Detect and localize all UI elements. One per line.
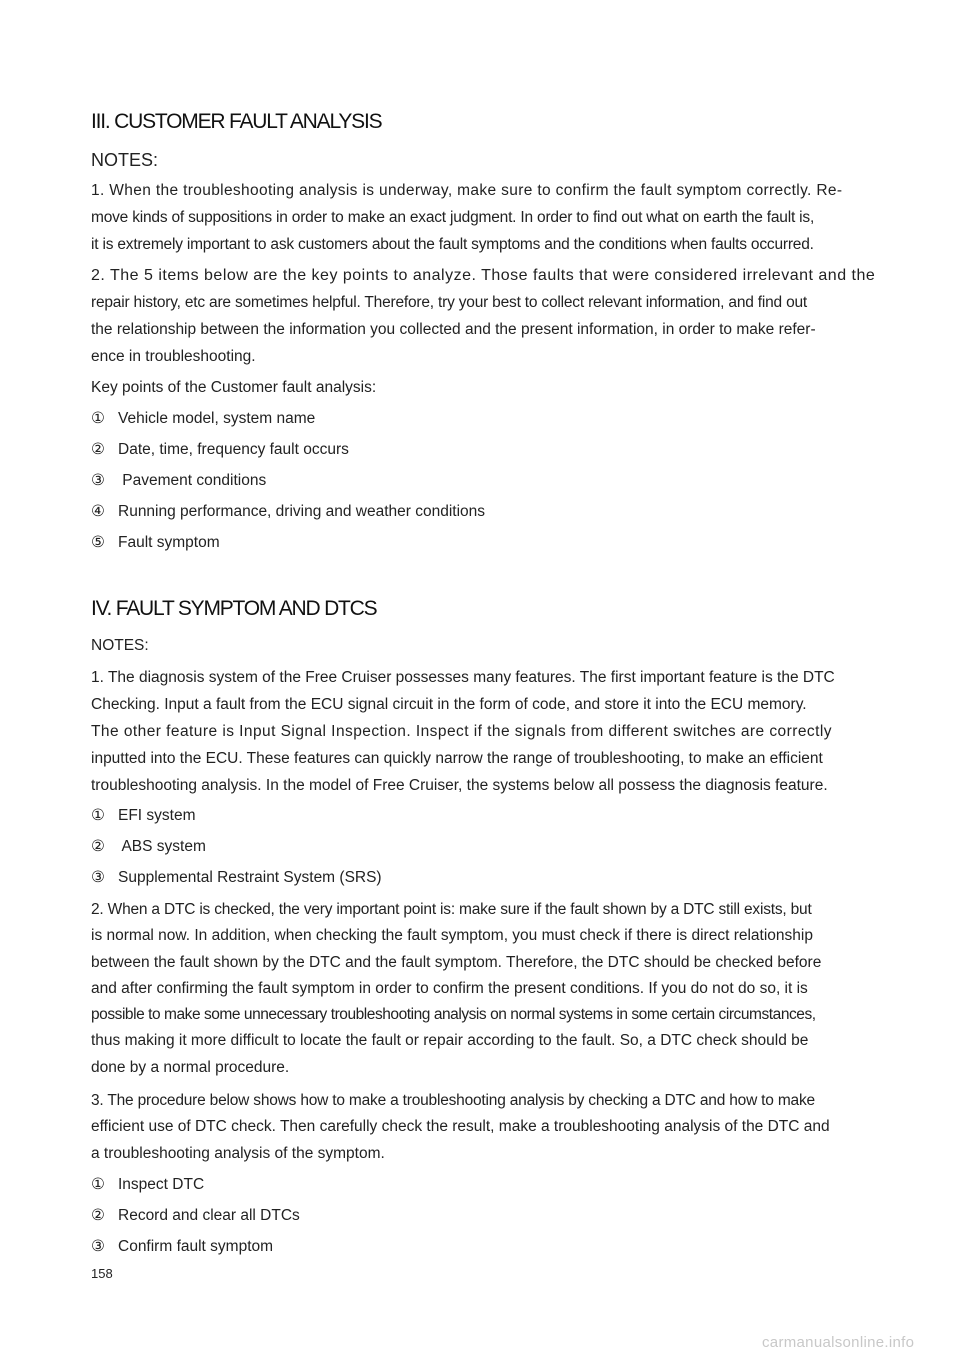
list-item [91, 441, 349, 459]
item-number: ② [91, 1207, 105, 1224]
list-item [91, 1176, 204, 1194]
item-text: Fault symptom [118, 534, 220, 551]
item-text: ABS system [118, 838, 206, 855]
list-item [91, 1238, 273, 1256]
item-text: Supplemental Restraint System (SRS) [118, 869, 382, 886]
item-text: Vehicle model, system name [118, 410, 316, 427]
list-item [91, 1207, 300, 1225]
section-heading-fault-symptom-dtcs: IV. FAULT SYMPTOM AND DTCS [91, 597, 377, 620]
paragraph-line: troubleshooting analysis. In the model of Free Cruiser, the systems below all possess the diagnosis feature. [91, 777, 828, 794]
list-item [91, 869, 382, 887]
item-number: ① [91, 807, 105, 824]
paragraph-line: 1. When the troubleshooting analysis is underway, make sure to confirm the fault symptom correctly. Re- [91, 182, 843, 199]
list-item [91, 410, 315, 428]
paragraph-line: 2. The 5 items below are the key points to analyze. Those faults that were considered irrelevant and the [91, 267, 876, 284]
item-text: Confirm fault symptom [118, 1238, 274, 1255]
notes-label: NOTES: [91, 637, 149, 654]
paragraph-line: is normal now. In addition, when checking the fault symptom, you must check if there is direct relationship [91, 927, 813, 944]
paragraph-line: 1. The diagnosis system of the Free Cruiser possesses many features. The first important feature is the DTC [91, 669, 835, 686]
paragraph-line: between the fault shown by the DTC and the fault symptom. Therefore, the DTC should be checked before [91, 954, 822, 971]
item-number: ④ [91, 503, 105, 520]
paragraph-line: 2. When a DTC is checked, the very important point is: make sure if the fault shown by a DTC still exists, but [91, 901, 812, 918]
paragraph-line: it is extremely important to ask customers about the fault symptoms and the conditions when faults occurred. [91, 236, 814, 253]
item-number: ① [91, 1176, 105, 1193]
paragraph-line: efficient use of DTC check. Then carefully check the result, make a troubleshooting analysis of the DTC and [91, 1118, 830, 1135]
paragraph-line: the relationship between the information you collected and the present information, in order to make refer- [91, 321, 816, 338]
list-item [91, 472, 266, 490]
item-number: ② [91, 838, 105, 855]
paragraph-line: Checking. Input a fault from the ECU signal circuit in the form of code, and store it into the ECU memory. [91, 696, 807, 713]
paragraph-line: ence in troubleshooting. [91, 348, 256, 365]
item-text: EFI system [118, 807, 196, 824]
paragraph-line: and after confirming the fault symptom in order to confirm the present conditions. If you do not do so, it is [91, 980, 808, 997]
paragraph-line: The other feature is Input Signal Inspection. Inspect if the signals from different switches are correctly [91, 723, 832, 740]
item-number: ① [91, 410, 105, 427]
item-number: ③ [91, 869, 105, 886]
item-number: ③ [91, 1238, 105, 1255]
item-number: ③ [91, 472, 105, 489]
notes-label: NOTES: [91, 150, 159, 170]
paragraph-line: repair history, etc are sometimes helpful. Therefore, try your best to collect relevant information, and find out [91, 294, 808, 311]
list-item [91, 503, 485, 521]
paragraph-line: move kinds of suppositions in order to make an exact judgment. In order to find out what on earth the fault is, [91, 209, 815, 226]
item-text: Pavement conditions [118, 472, 267, 489]
key-points-label: Key points of the Customer fault analysis: [91, 379, 377, 396]
paragraph-line: thus making it more difficult to locate the fault or repair according to the fault. So, a DTC check should be [91, 1032, 809, 1049]
watermark: carmanualsonline.info [762, 1334, 915, 1351]
item-text: Running performance, driving and weather conditions [118, 503, 486, 520]
item-number: ⑤ [91, 534, 105, 551]
item-number: ② [91, 441, 105, 458]
item-text: Record and clear all DTCs [118, 1207, 300, 1224]
paragraph-line: a troubleshooting analysis of the symptom. [91, 1145, 385, 1162]
list-item [91, 838, 206, 856]
paragraph-line: 3. The procedure below shows how to make a troubleshooting analysis by checking a DTC and how to make [91, 1092, 815, 1109]
paragraph-line: done by a normal procedure. [91, 1059, 290, 1076]
item-text: Inspect DTC [118, 1176, 205, 1193]
list-item [91, 807, 196, 825]
item-text: Date, time, frequency fault occurs [118, 441, 349, 458]
paragraph-line: possible to make some unnecessary troubleshooting analysis on normal systems in some certain circumstances, [91, 1006, 816, 1023]
section-heading-customer-fault-analysis: III. CUSTOMER FAULT ANALYSIS [91, 110, 382, 133]
page-number: 158 [91, 1266, 113, 1281]
paragraph-line: inputted into the ECU. These features can quickly narrow the range of troubleshooting, to make an efficient [91, 750, 823, 767]
list-item [91, 534, 220, 552]
